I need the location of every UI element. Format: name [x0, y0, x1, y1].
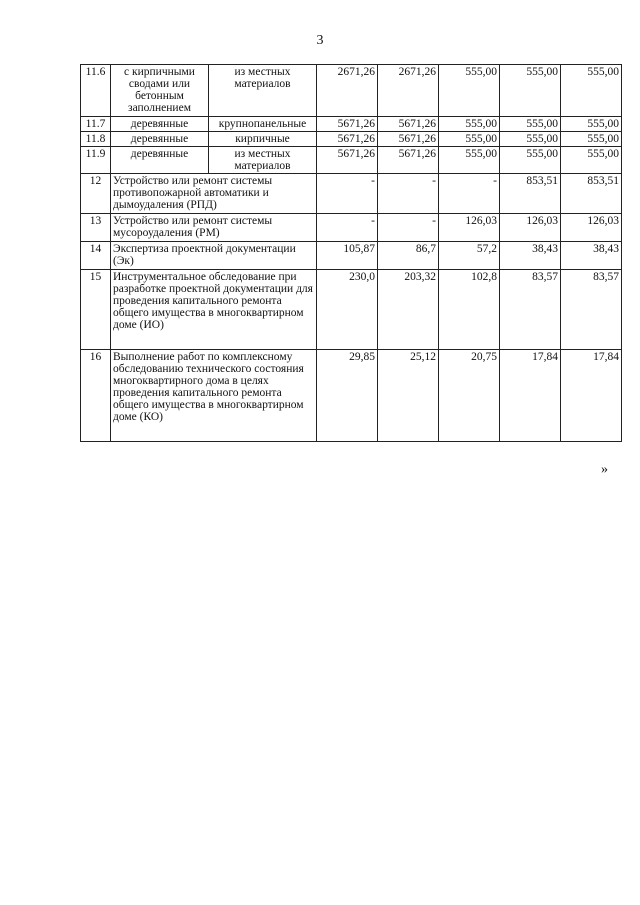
- value-cell: 853,51: [561, 174, 622, 214]
- material-cell: из местных материалов: [209, 147, 317, 174]
- value-cell: 203,32: [378, 270, 439, 350]
- value-cell: 2671,26: [378, 65, 439, 117]
- closing-quote: »: [601, 462, 608, 477]
- value-cell: 20,75: [439, 350, 500, 442]
- material-cell: крупнопанельные: [209, 117, 317, 132]
- wall-type-cell: деревянные: [111, 132, 209, 147]
- value-cell: -: [378, 214, 439, 242]
- value-cell: 5671,26: [317, 132, 378, 147]
- value-cell: 555,00: [439, 117, 500, 132]
- row-number: 12: [81, 174, 111, 214]
- table-row: [81, 270, 622, 350]
- row-number: 13: [81, 214, 111, 242]
- value-cell: 555,00: [500, 117, 561, 132]
- wall-type-cell: с кирпичными сводами или бетонным заполнением: [111, 65, 209, 117]
- value-cell: 38,43: [500, 242, 561, 270]
- value-cell: 17,84: [500, 350, 561, 442]
- value-cell: 5671,26: [317, 147, 378, 174]
- value-cell: 5671,26: [378, 117, 439, 132]
- material-cell: кирпичные: [209, 132, 317, 147]
- value-cell: 5671,26: [378, 132, 439, 147]
- wall-type-cell: деревянные: [111, 117, 209, 132]
- value-cell: 86,7: [378, 242, 439, 270]
- value-cell: -: [317, 174, 378, 214]
- value-cell: 38,43: [561, 242, 622, 270]
- value-cell: 83,57: [500, 270, 561, 350]
- value-cell: 555,00: [500, 65, 561, 117]
- material-cell: из местных материалов: [209, 65, 317, 117]
- value-cell: 555,00: [439, 65, 500, 117]
- value-cell: 555,00: [561, 147, 622, 174]
- value-cell: 105,87: [317, 242, 378, 270]
- value-cell: 102,8: [439, 270, 500, 350]
- value-cell: 555,00: [500, 132, 561, 147]
- value-cell: 555,00: [439, 147, 500, 174]
- value-cell: 126,03: [439, 214, 500, 242]
- row-number: 15: [81, 270, 111, 350]
- rates-table: [80, 64, 622, 442]
- value-cell: 29,85: [317, 350, 378, 442]
- row-number: 14: [81, 242, 111, 270]
- wall-type-cell: деревянные: [111, 147, 209, 174]
- value-cell: 57,2: [439, 242, 500, 270]
- table-row: [81, 132, 622, 147]
- row-number: 11.8: [81, 132, 111, 147]
- value-cell: 83,57: [561, 270, 622, 350]
- value-cell: 230,0: [317, 270, 378, 350]
- value-cell: -: [317, 214, 378, 242]
- page-number: 3: [316, 33, 324, 48]
- value-cell: 5671,26: [317, 117, 378, 132]
- value-cell: 555,00: [439, 132, 500, 147]
- table-row: [81, 214, 622, 242]
- row-number: 11.7: [81, 117, 111, 132]
- work-description: Устройство или ремонт системы противопожарной автоматики и дымоудаления (РПД): [111, 174, 317, 214]
- table-row: [81, 174, 622, 214]
- table-row: [81, 147, 622, 174]
- row-number: 16: [81, 350, 111, 442]
- value-cell: 555,00: [500, 147, 561, 174]
- work-description: Выполнение работ по комплексному обследованию технического состояния многоквартирного дома в целях проведения капитального ремонта общего имущества в многоквартирном доме (КО): [111, 350, 317, 442]
- value-cell: 17,84: [561, 350, 622, 442]
- row-number: 11.9: [81, 147, 111, 174]
- value-cell: 853,51: [500, 174, 561, 214]
- value-cell: -: [439, 174, 500, 214]
- value-cell: -: [378, 174, 439, 214]
- table-row: [81, 242, 622, 270]
- value-cell: 25,12: [378, 350, 439, 442]
- row-number: 11.6: [81, 65, 111, 117]
- work-description: Устройство или ремонт системы мусороудаления (РМ): [111, 214, 317, 242]
- work-description: Инструментальное обследование при разработке проектной документации для проведения капитального ремонта общего имущества в многоквартирном доме (ИО): [111, 270, 317, 350]
- value-cell: 126,03: [500, 214, 561, 242]
- value-cell: 555,00: [561, 132, 622, 147]
- value-cell: 126,03: [561, 214, 622, 242]
- work-description: Экспертиза проектной документации (Эк): [111, 242, 317, 270]
- value-cell: 555,00: [561, 117, 622, 132]
- value-cell: 2671,26: [317, 65, 378, 117]
- table-row: [81, 65, 622, 117]
- table-row: [81, 117, 622, 132]
- value-cell: 5671,26: [378, 147, 439, 174]
- value-cell: 555,00: [561, 65, 622, 117]
- table-row: [81, 350, 622, 442]
